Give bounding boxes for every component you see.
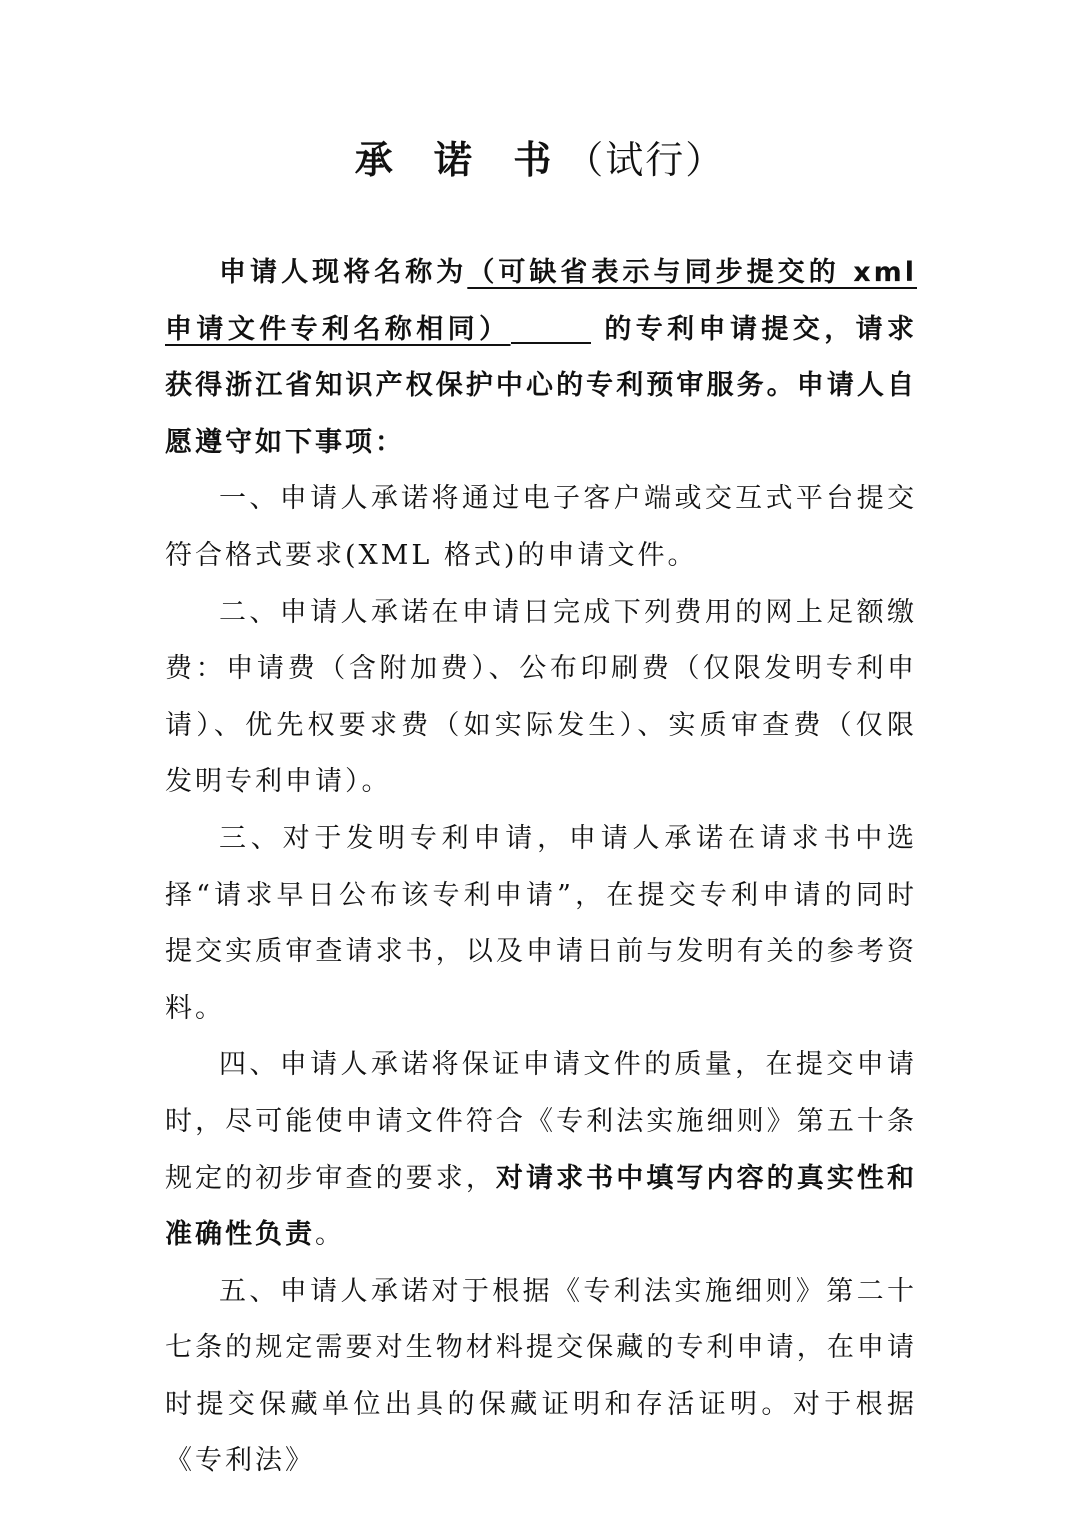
item-4-emphasis: 对请求书中填写内容的真实性和准确性负责	[165, 1162, 918, 1251]
item-3: 三、对于发明专利申请，申请人承诺在请求书中选择“请求早日公布该专利申请”，在提交专利申请的同时提交实质审查请求书，以及申请日前与发明有关的参考资料。	[165, 822, 917, 1024]
document-body	[165, 245, 917, 1490]
item-4	[165, 1037, 917, 1263]
title-trial-note: （试行）	[565, 138, 726, 182]
item-4-text: 四、申请人承诺将保证申请文件的质量，在提交申请时，尽可能使申请文件符合《专利法实施细则》第五十条规定的初步审查的要求，	[165, 1049, 917, 1194]
item-1: 一、申请人承诺将通过电子客户端或交互式平台提交符合格式要求(XML 格式)的申请文件。	[165, 483, 917, 571]
intro-after: 的专利申请提交，请求获得浙江省知识产权保护中心的专利预审服务。申请人自愿遵守如下事项：	[165, 313, 918, 458]
intro-before: 申请人现将名称为	[219, 257, 468, 288]
item-2: 二、申请人承诺在申请日完成下列费用的网上足额缴费：申请费（含附加费）、公布印刷费（仅限发明专利申请）、优先权要求费（如实际发生）、实质审查费（仅限发明专利申请）。	[165, 596, 917, 798]
document-title	[0, 132, 1080, 188]
item-5: 五、申请人承诺对于根据《专利法实施细则》第二十七条的规定需要对生物材料提交保藏的专利申请，在申请时提交保藏单位出具的保藏证明和存活证明。对于根据《专利法》	[165, 1275, 917, 1477]
patent-name-blank	[511, 315, 591, 344]
intro-paragraph	[165, 245, 917, 471]
title-main: 承 诺 书	[354, 138, 566, 182]
item-4-end: 。	[315, 1219, 345, 1251]
patent-name-field: （可缺省表示与同步提交的 xml 申请文件专利名称相同）	[165, 257, 917, 345]
